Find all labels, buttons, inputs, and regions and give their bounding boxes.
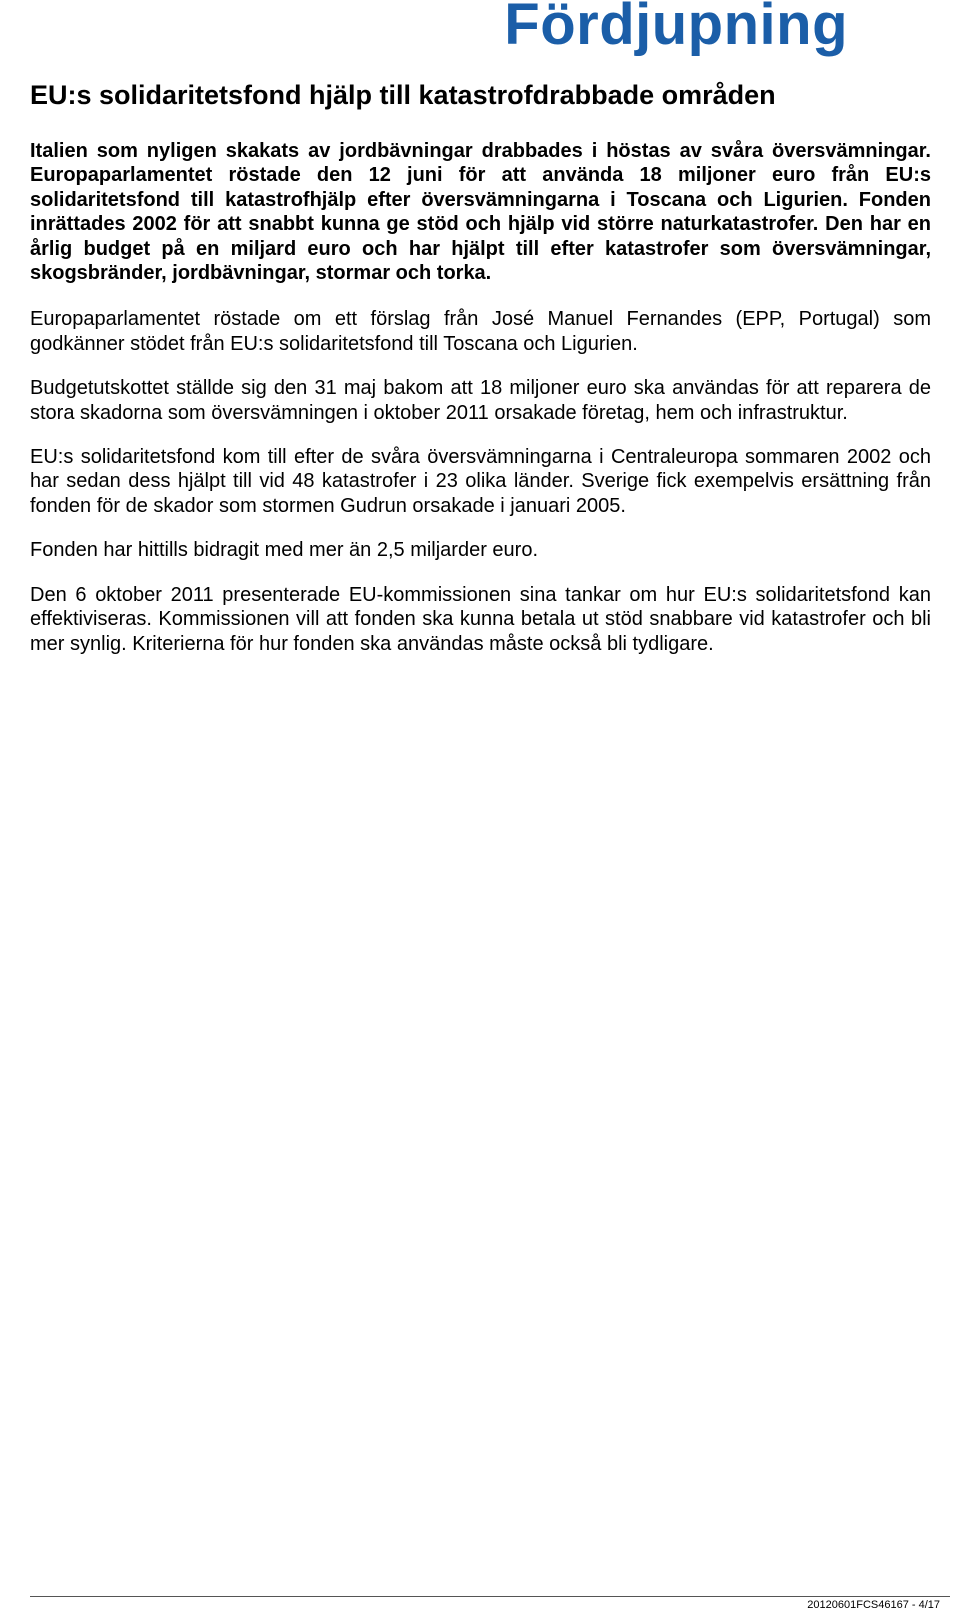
footer-reference: 20120601FCS46167 - 4/17 [807, 1599, 940, 1611]
footer-divider [30, 1596, 950, 1597]
article-title: EU:s solidaritetsfond hjälp till katastrofdrabbade områden [30, 80, 776, 110]
body-paragraph: Den 6 oktober 2011 presenterade EU-kommissionen sina tankar om hur EU:s solidaritetsfond kan effektiviseras. Kommissionen vill att fonden ska kunna betala ut stöd snabbare vid katastrofer och bli mer synlig. Kriterierna för hur fonden ska användas måste också bli tydligare. [30, 583, 931, 655]
body-paragraph: Europaparlamentet röstade om ett förslag från José Manuel Fernandes (EPP, Portugal) som godkänner stödet från EU:s solidaritetsfond till Toscana och Ligurien. [30, 308, 931, 355]
body-paragraph: EU:s solidaritetsfond kom till efter de svåra översvämningarna i Centraleuropa sommaren 2002 och har sedan dess hjälpt till vid 48 katastrofer i 23 olika länder. Sverige fick exempelvis ersättning från fonden för de skador som stormen Gudrun orsakade i januari 2005. [30, 446, 931, 517]
body-paragraph: Budgetutskottet ställde sig den 31 maj bakom att 18 miljoner euro ska användas för att reparera de stora skadorna som översvämningen i oktober 2011 orsakade företag, hem och infrastruktur. [30, 377, 931, 424]
section-label: Fördjupning [504, 0, 848, 57]
lead-paragraph: Italien som nyligen skakats av jordbävningar drabbades i höstas av svåra översvämningar. Europaparlamentet röstade den 12 juni för att använda 18 miljoner euro från EU:s solidaritetsfond till katastrofhjälp efter översvämningarna i Toscana och Ligurien. Fonden inrättades 2002 för att snabbt kunna ge stöd och hjälp vid större naturkatastrofer. Den har en årlig budget på en miljard euro och har hjälpt till efter katastrofer som översvämningar, skogsbränder, jordbävningar, stormar och torka. [30, 140, 931, 285]
article-body [30, 139, 931, 676]
body-paragraph: Fonden har hittills bidragit med mer än 2,5 miljarder euro. [30, 539, 539, 562]
